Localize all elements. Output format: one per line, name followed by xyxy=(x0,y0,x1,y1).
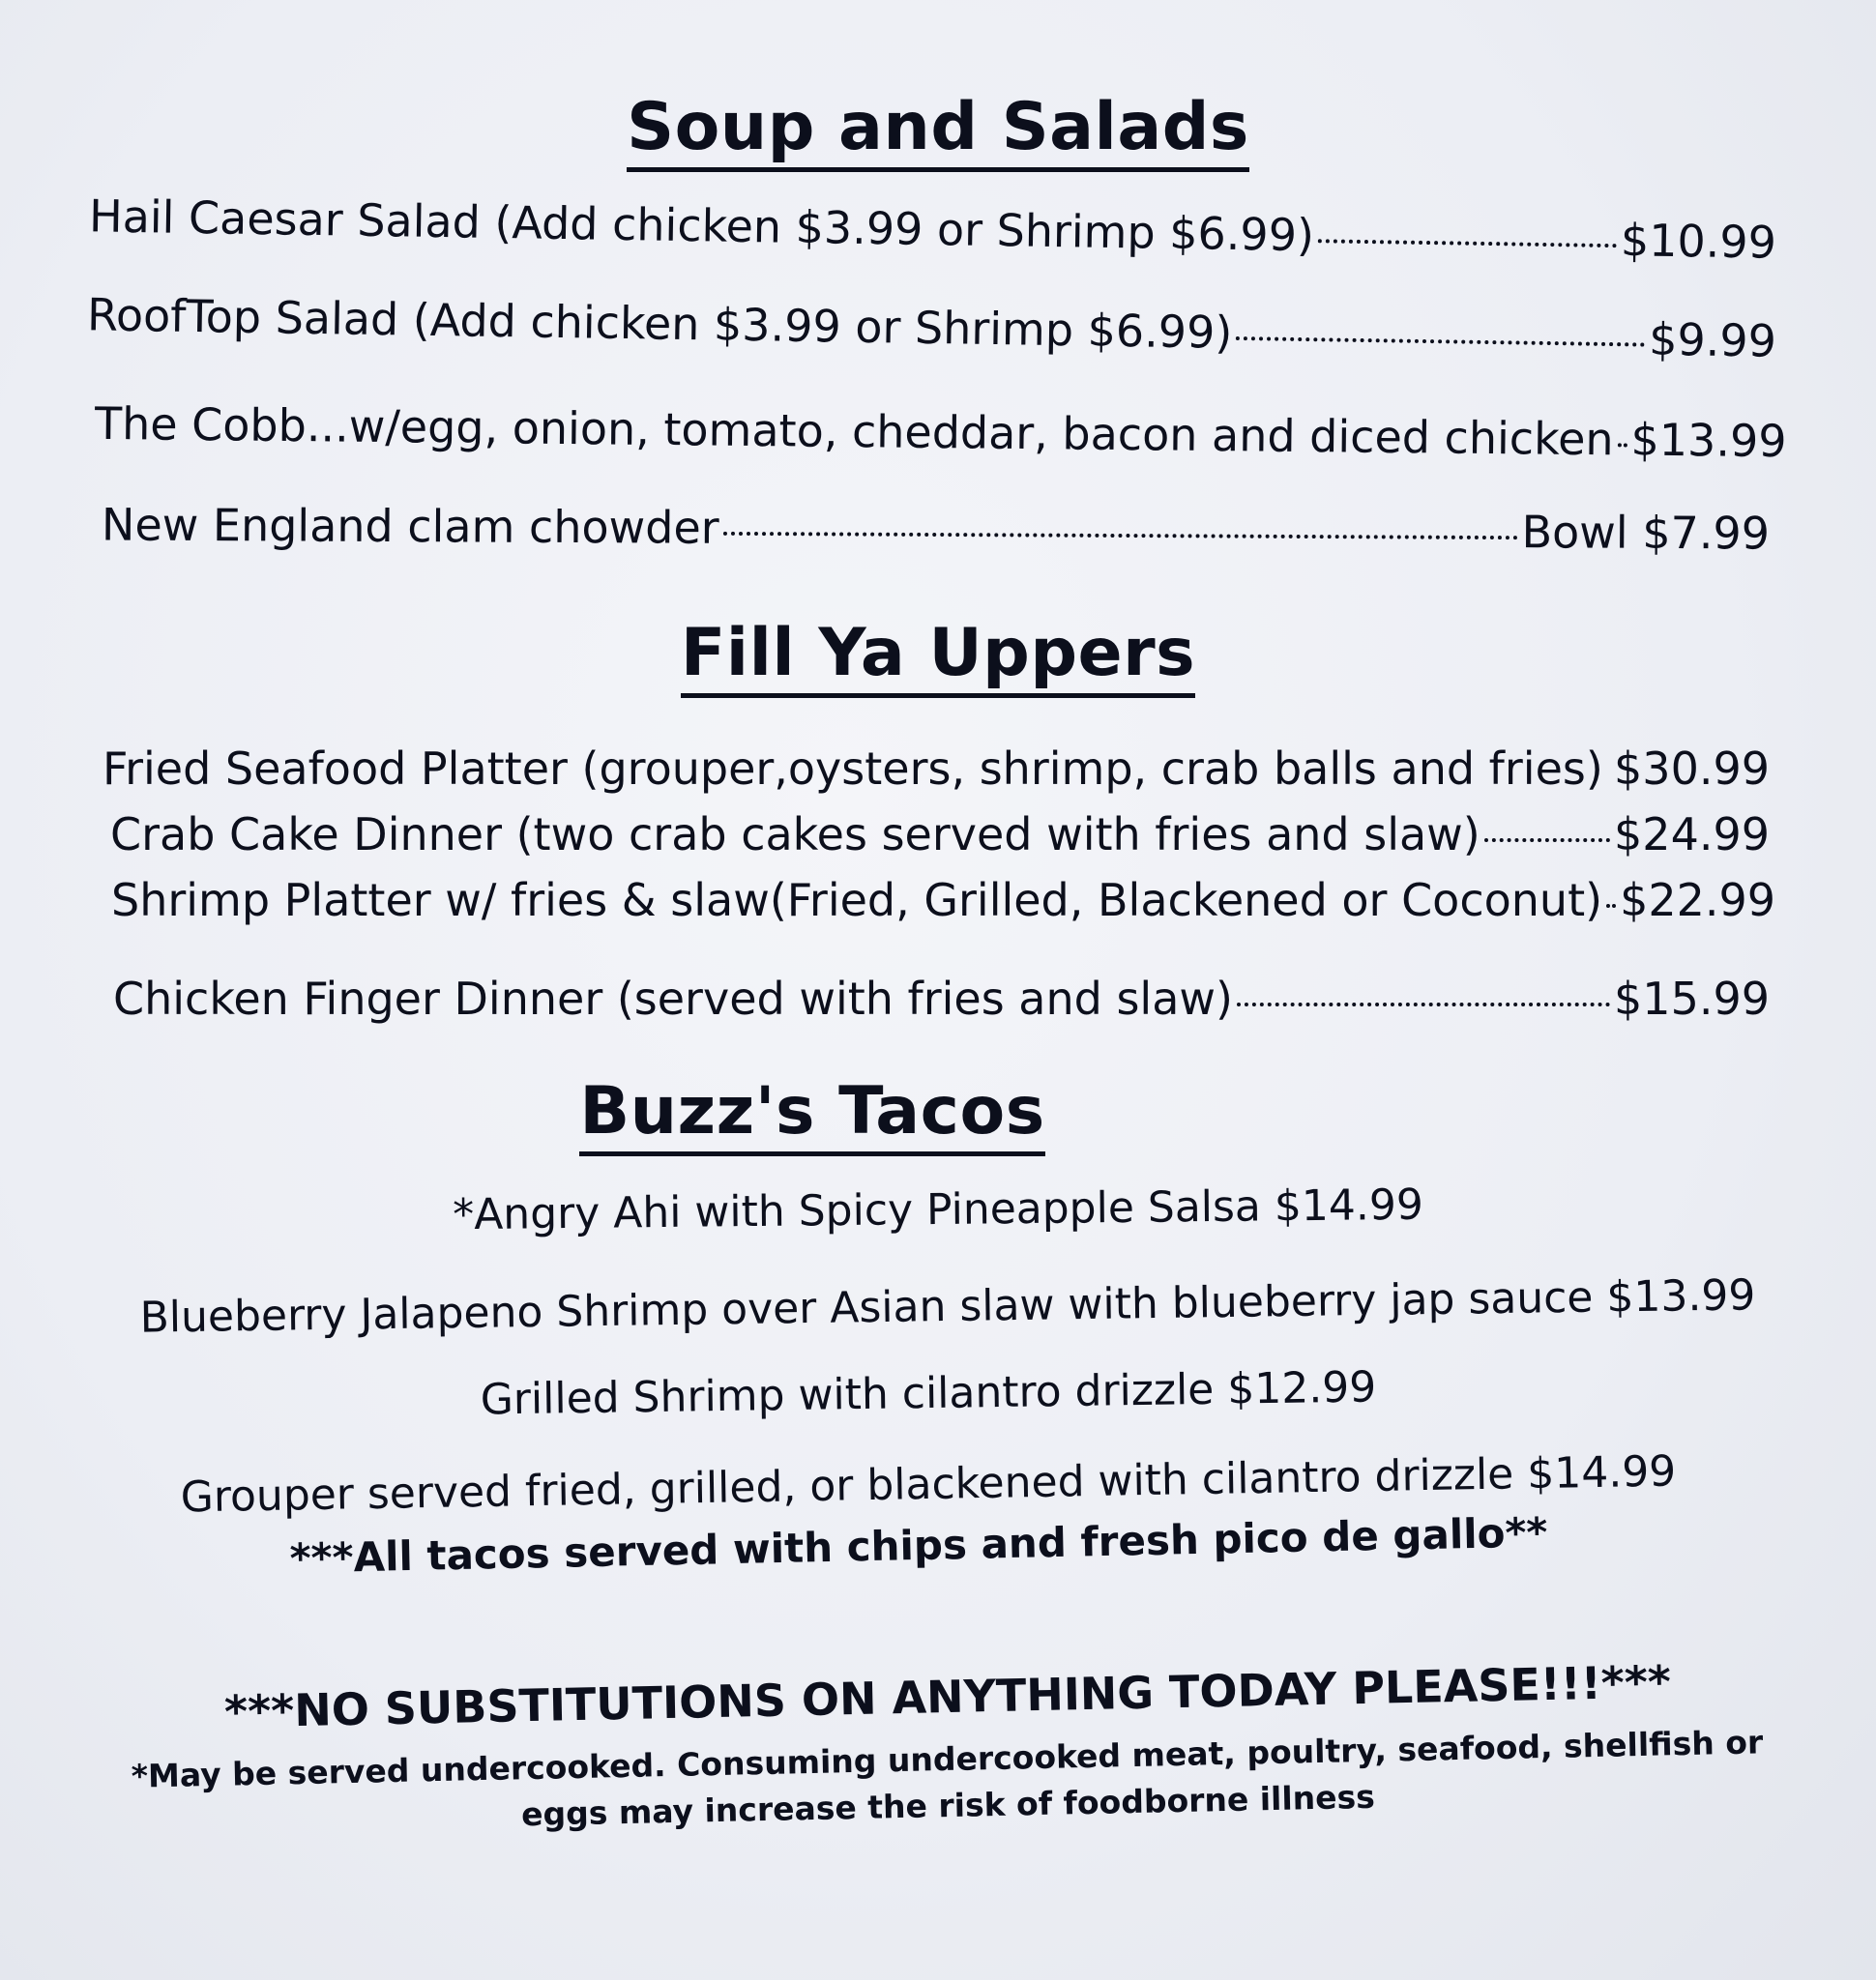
section-heading-soup-and-salads xyxy=(0,89,1876,165)
menu-item-price: $15.99 xyxy=(1614,973,1770,1025)
section-title: Buzz's Tacos xyxy=(579,1073,1044,1156)
menu-item xyxy=(89,189,1777,268)
section-title: Fill Ya Uppers xyxy=(681,615,1195,698)
menu-item xyxy=(94,396,1787,468)
menu-item-name: The Cobb...w/egg, onion, tomato, cheddar, bacon and diced chicken xyxy=(94,396,1614,466)
menu-item-name: Chicken Finger Dinner (served with fries and slaw) xyxy=(113,973,1233,1025)
menu-item-name: Fried Seafood Platter (grouper,oysters, shrimp, crab balls and fries) xyxy=(103,742,1603,795)
menu-item-price: $9.99 xyxy=(1648,312,1777,367)
menu-item-name: Crab Cake Dinner (two crab cakes served with fries and slaw) xyxy=(110,808,1480,860)
taco-note: ***All tacos served with chips and fresh pico de gallo** xyxy=(289,1508,1548,1583)
section-heading-fill-ya-uppers xyxy=(0,615,1876,691)
dot-leader xyxy=(1606,904,1616,908)
menu-item xyxy=(87,288,1777,366)
taco-item: Grouper served fried, grilled, or blackened with cilantro drizzle $14.99 xyxy=(180,1446,1677,1523)
no-substitutions-notice: ***NO SUBSTITUTIONS ON ANYTHING TODAY PLEASE!!!*** xyxy=(223,1655,1672,1738)
dot-leader xyxy=(1318,239,1617,248)
dot-leader xyxy=(1237,1003,1610,1006)
dot-leader xyxy=(1617,443,1627,447)
taco-item: Blueberry Jalapeno Shrimp over Asian slaw with blueberry jap sauce $13.99 xyxy=(139,1270,1756,1343)
dot-leader xyxy=(1484,838,1610,842)
menu-item-price: $22.99 xyxy=(1620,874,1776,926)
menu-item xyxy=(111,874,1776,926)
menu-item-price: Bowl $7.99 xyxy=(1521,506,1771,560)
dot-leader xyxy=(723,532,1518,539)
menu-item xyxy=(102,498,1770,559)
food-safety-disclaimer: *May be served undercooked. Consuming undercooked meat, poultry, seafood, shellfish or eggs may increase the risk of foodborne illness xyxy=(131,1723,1764,1834)
menu-item xyxy=(113,973,1770,1025)
menu-item-price: $30.99 xyxy=(1614,742,1770,795)
menu-item-name: Shrimp Platter w/ fries & slaw(Fried, Grilled, Blackened or Coconut) xyxy=(111,874,1603,926)
menu-item-price: $13.99 xyxy=(1630,413,1787,468)
menu-item-price: $10.99 xyxy=(1620,214,1777,269)
menu-item-name: New England clam chowder xyxy=(101,498,719,554)
section-heading-buzzs-tacos xyxy=(0,1073,1750,1150)
taco-item: Grilled Shrimp with cilantro drizzle $12.99 xyxy=(480,1362,1377,1425)
taco-item: *Angry Ahi with Spicy Pineapple Salsa $14.99 xyxy=(452,1179,1424,1240)
menu-item xyxy=(110,808,1770,860)
menu-item xyxy=(103,742,1770,795)
dot-leader xyxy=(1236,336,1645,347)
menu-item-price: $24.99 xyxy=(1614,808,1770,860)
section-title: Soup and Salads xyxy=(627,89,1249,172)
menu-item-name: Hail Caesar Salad (Add chicken $3.99 or Shrimp $6.99) xyxy=(88,189,1315,262)
menu-item-name: RoofTop Salad (Add chicken $3.99 or Shrimp $6.99) xyxy=(86,288,1233,359)
